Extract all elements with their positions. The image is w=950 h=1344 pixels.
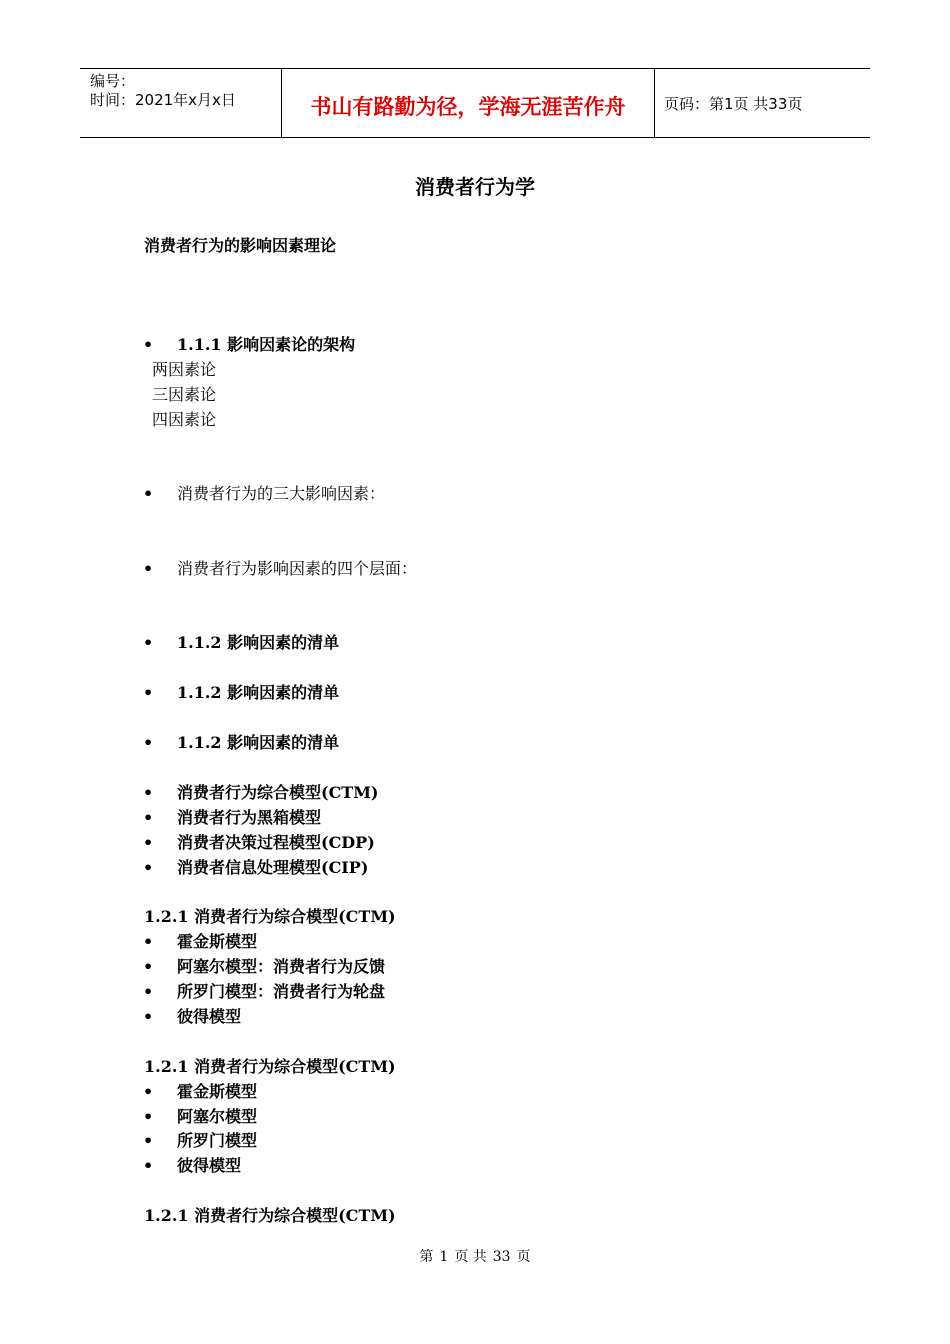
list-item: 所罗门模型	[177, 1131, 258, 1150]
bullet-icon: •	[143, 633, 154, 652]
list-item: 所罗门模型：消费者行为轮盘	[177, 982, 386, 1001]
bullet-icon: •	[143, 1131, 154, 1150]
bullet-icon: •	[143, 733, 154, 752]
list-item: 1.1.1 影响因素论的架构	[177, 335, 356, 354]
bullet-icon: •	[143, 808, 154, 827]
list-item: 阿塞尔模型	[177, 1107, 258, 1126]
section-subtitle: 消费者行为的影响因素理论	[144, 236, 337, 255]
header-meta-cell	[80, 69, 282, 137]
list-item: 阿塞尔模型：消费者行为反馈	[177, 957, 386, 976]
list-item: 两因素论	[152, 360, 217, 379]
header-page-cell	[655, 69, 870, 137]
document-number-label: 编号：	[90, 72, 136, 90]
list-item: 彼得模型	[177, 1156, 242, 1175]
bullet-icon: •	[143, 783, 154, 802]
list-item: 消费者行为黑箱模型	[177, 808, 322, 827]
bullet-icon: •	[143, 484, 154, 503]
bullet-icon: •	[143, 1156, 154, 1175]
page-header	[80, 68, 870, 138]
list-item: 消费者决策过程模型(CDP)	[177, 833, 375, 852]
header-motto: 书山有路勤为径，学海无涯苦作舟	[310, 95, 626, 119]
bullet-icon: •	[143, 683, 154, 702]
header-page-info: 页码：第1页 共33页	[664, 95, 803, 113]
list-item: 消费者行为影响因素的四个层面：	[177, 559, 418, 578]
list-item: 三因素论	[152, 385, 217, 404]
footer-page-number: 1	[439, 1249, 449, 1265]
list-item: 霍金斯模型	[177, 1082, 258, 1101]
list-item: 彼得模型	[177, 1007, 242, 1026]
footer-prefix: 第	[419, 1249, 434, 1265]
list-item: 消费者行为的三大影响因素：	[177, 484, 386, 503]
list-item: 1.1.2 影响因素的清单	[177, 683, 340, 702]
bullet-icon: •	[143, 335, 154, 354]
bullet-icon: •	[143, 833, 154, 852]
bullet-icon: •	[143, 858, 154, 877]
bullet-icon: •	[143, 957, 154, 976]
list-item: 霍金斯模型	[177, 932, 258, 951]
bullet-icon: •	[143, 982, 154, 1001]
section-heading: 1.2.1 消费者行为综合模型(CTM)	[144, 1057, 396, 1076]
list-item: 1.1.2 影响因素的清单	[177, 733, 340, 752]
list-item: 消费者行为综合模型(CTM)	[177, 783, 379, 802]
bullet-icon: •	[143, 932, 154, 951]
footer-suffix: 页	[516, 1249, 531, 1265]
header-motto-cell	[282, 69, 655, 137]
list-item: 四因素论	[152, 410, 217, 429]
document-title: 消费者行为学	[415, 175, 535, 199]
section-heading: 1.2.1 消费者行为综合模型(CTM)	[144, 907, 396, 926]
section-heading: 1.2.1 消费者行为综合模型(CTM)	[144, 1206, 396, 1225]
footer-mid: 页 共	[454, 1249, 487, 1265]
list-item: 1.1.2 影响因素的清单	[177, 633, 340, 652]
bullet-icon: •	[143, 1007, 154, 1026]
bullet-icon: •	[143, 559, 154, 578]
bullet-icon: •	[143, 1082, 154, 1101]
footer-total-pages: 33	[492, 1249, 511, 1265]
page-footer	[0, 1246, 950, 1266]
document-time-label: 时间：2021年x月x日	[90, 91, 236, 109]
list-item: 消费者信息处理模型(CIP)	[177, 858, 369, 877]
bullet-icon: •	[143, 1107, 154, 1126]
